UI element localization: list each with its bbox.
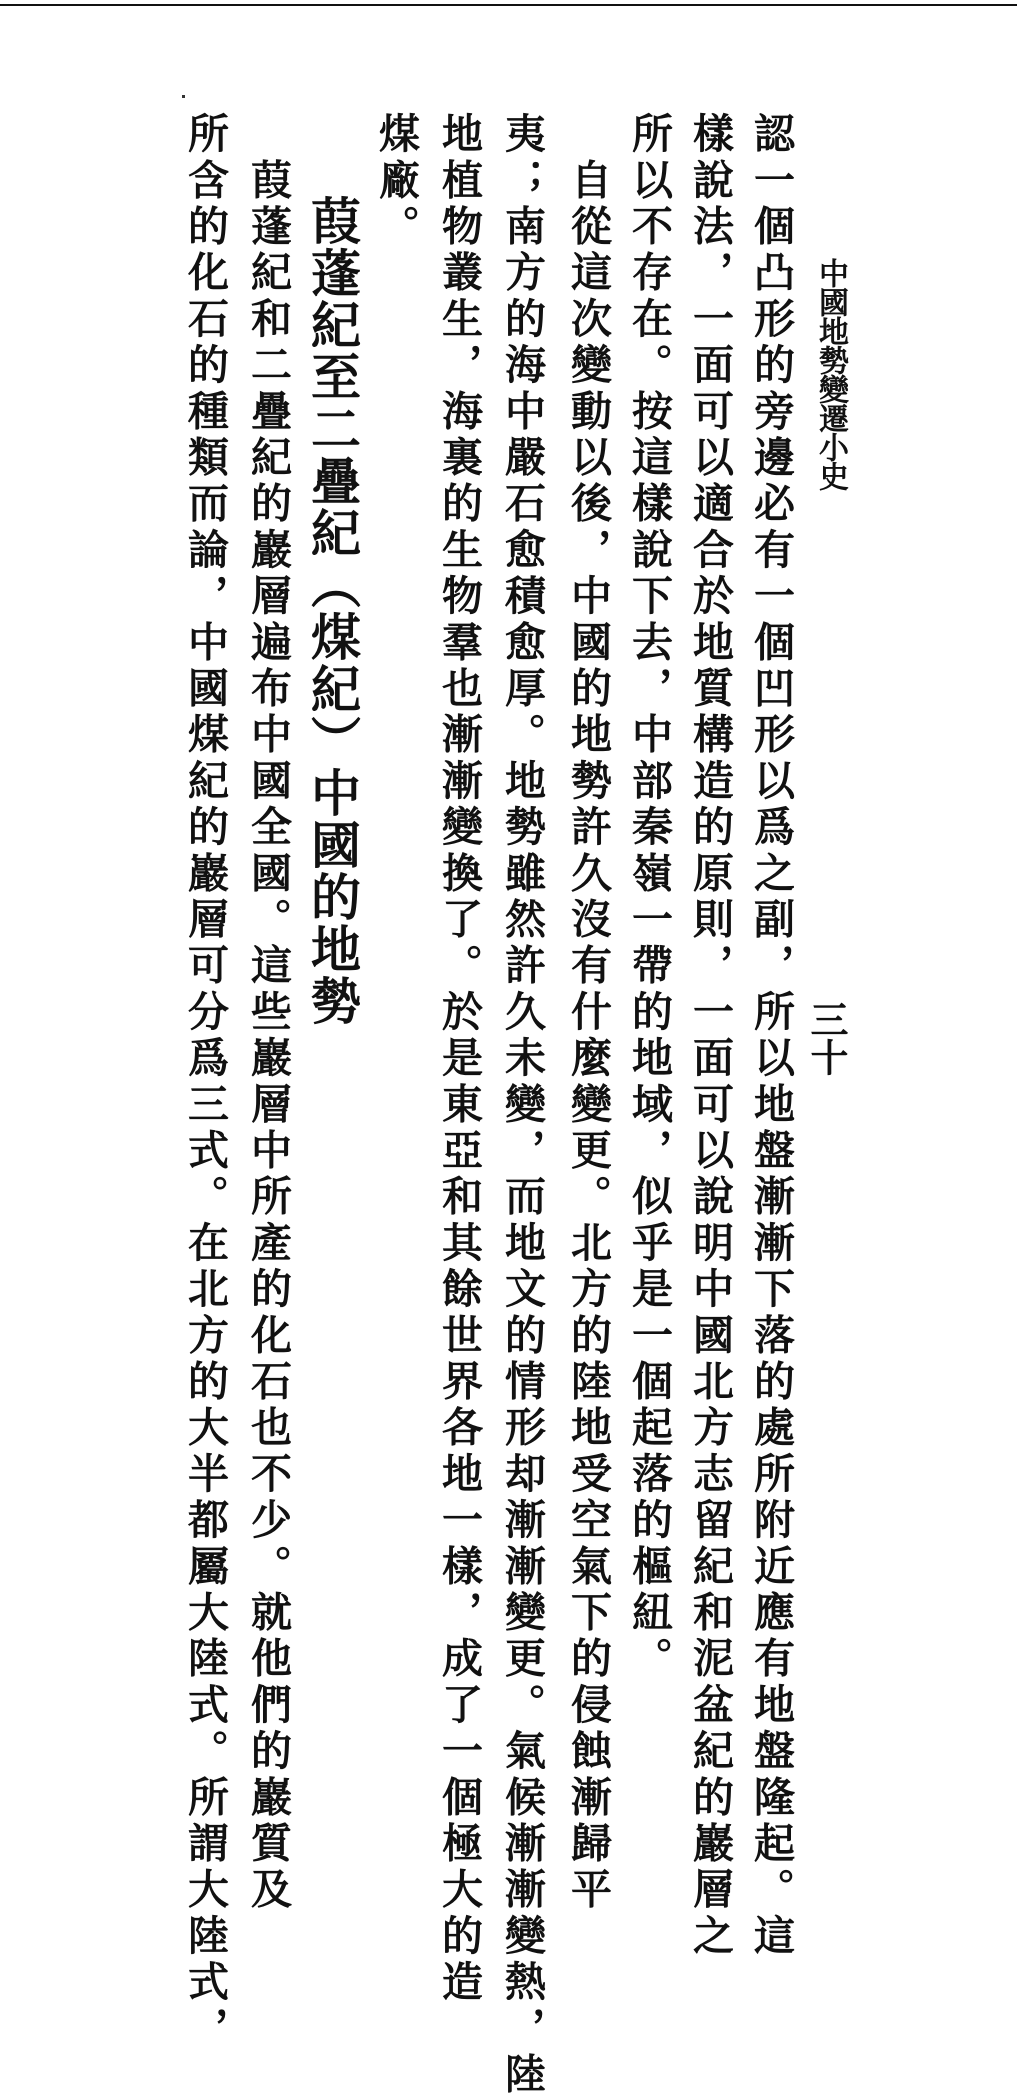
text-column-8: 葭蓬紀和二疊紀的巖層遍布中國全國。這些巖層中所產的化石也不少。就他們的巖質及 — [244, 112, 292, 1914]
text-column-9: 所含的化石的種類而論，中國煤紀的巖層可分爲三式。在北方的大半都屬大陸式。所謂大陸式， — [181, 112, 229, 2053]
text-column-1: 認一個凸形的旁邊必有一個凹形以爲之副，所以地盤漸漸下落的處所附近應有地盤隆起。這 — [747, 112, 795, 1960]
margin-mark — [182, 95, 185, 98]
page-number: 三十 — [804, 1000, 849, 1076]
text-column-7: 煤廠。 — [372, 112, 420, 251]
text-column-6: 地植物叢生，海裏的生物羣也漸漸變換了。於是東亞和其餘世界各地一樣，成了一個極大的造 — [435, 112, 483, 2007]
text-column-2: 樣說法，一面可以適合於地質構造的原則，一面可以說明中國北方志留紀和泥盆紀的巖層之 — [686, 112, 734, 1960]
top-border-rule — [0, 4, 1017, 6]
text-column-3: 所以不存在。按這樣說下去，中部秦嶺一帶的地域，似乎是一個起落的樞紐。 — [625, 112, 673, 1683]
section-heading: 葭蓬紀至二疊紀（煤紀）中國的地勢 — [303, 195, 362, 1027]
text-column-4: 自從這次變動以後，中國的地勢許久沒有什麼變更。北方的陸地受空氣下的侵蝕漸歸平 — [564, 112, 612, 1914]
text-column-5: 夷；南方的海中嚴石愈積愈厚。地勢雖然許久未變，而地文的情形却漸漸變更。氣候漸漸變熱，陸 — [498, 112, 546, 2099]
running-header-title: 中國地勢變遷小史 — [813, 258, 848, 490]
